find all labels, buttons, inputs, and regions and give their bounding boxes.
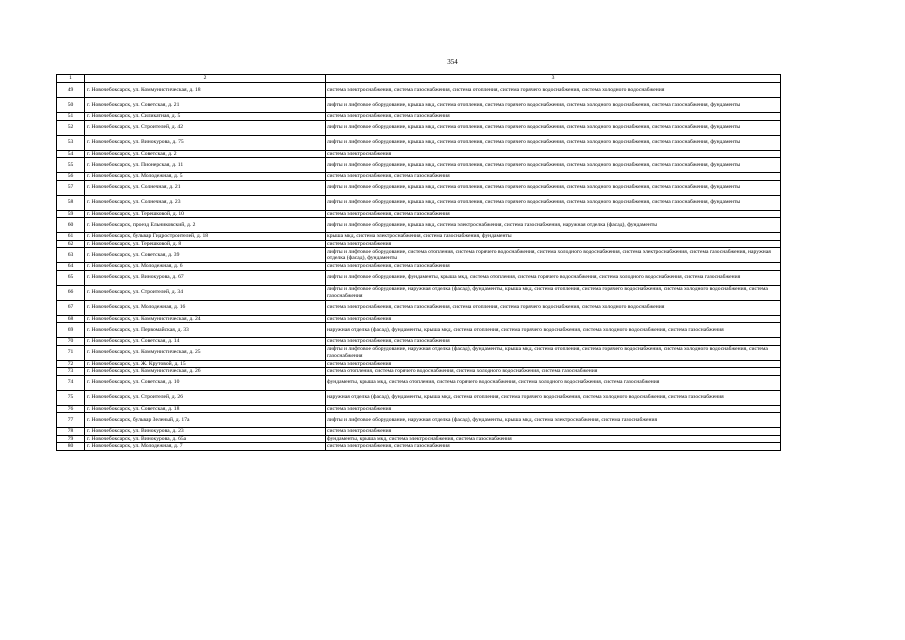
table-row: [57, 83, 781, 98]
row-systems: наружная отделка (фасад), фундаменты, крыша мкд, система отопления, система горячего водоснабжения, система холодного водоснабжения, система газоснабжения: [326, 390, 781, 405]
row-number: 69: [57, 323, 85, 338]
row-systems: система электроснабжения: [326, 360, 781, 368]
row-systems: лифты и лифтовое оборудование, наружная отделка (фасад), фундаменты, крыша мкд, система отопления, система горячего водоснабжения, система холодного водоснабжения, система газоснабжения: [326, 345, 781, 360]
table-row: [57, 113, 781, 121]
table-row: [57, 248, 781, 263]
row-address: г. Новочебоксарск, ул. Винокурова, д. 65а: [85, 435, 326, 443]
row-number: 60: [57, 218, 85, 233]
row-address: г. Новочебоксарск, ул. Коммунистическая, д. 24: [85, 315, 326, 323]
table-row: [57, 233, 781, 241]
page-number: 354: [447, 58, 458, 66]
row-number: 54: [57, 150, 85, 158]
row-systems: крыша мкд, система электроснабжения, система газоснабжения, фундаменты: [326, 233, 781, 241]
row-systems: фундаменты, крыша мкд, система отопления, система горячего водоснабжения, система холодного водоснабжения, система газоснабжения: [326, 375, 781, 390]
row-systems: система электроснабжения: [326, 240, 781, 248]
row-systems: лифты и лифтовое оборудование, крыша мкд, система отопления, система горячего водоснабжения, система холодного водоснабжения, система газоснабжения, фундаменты: [326, 98, 781, 113]
row-systems: система отопления, система горячего водоснабжения, система холодного водоснабжения, система газоснабжения: [326, 368, 781, 376]
row-number: 65: [57, 270, 85, 285]
row-address: г. Новочебоксарск, ул. Силикатная, д. 5: [85, 113, 326, 121]
row-number: 78: [57, 428, 85, 436]
row-address: г. Новочебоксарск, ул. Советская, д. 10: [85, 375, 326, 390]
row-number: 79: [57, 435, 85, 443]
row-number: 80: [57, 443, 85, 451]
row-address: г. Новочебоксарск, ул. Строителей, д. 42: [85, 120, 326, 135]
table-row: [57, 338, 781, 346]
table-row: [57, 135, 781, 150]
row-address: г. Новочебоксарск, ул. Винокурова, д. 23: [85, 428, 326, 436]
row-address: г. Новочебоксарск, бульвар Гидростроителей, д. 18: [85, 233, 326, 241]
row-address: г. Новочебоксарск, ул. Терешковой, д. 8: [85, 240, 326, 248]
row-systems: система электроснабжения, система газоснабжения, система отопления, система горячего водоснабжения, система холодного водоснабжения: [326, 83, 781, 98]
row-systems: система электроснабжения: [326, 428, 781, 436]
row-number: 73: [57, 368, 85, 376]
table-row: [57, 98, 781, 113]
row-number: 70: [57, 338, 85, 346]
row-address: г. Новочебоксарск, ул. Винокурова, д. 75: [85, 135, 326, 150]
row-systems: система электроснабжения, система газоснабжения: [326, 338, 781, 346]
row-address: г. Новочебоксарск, ул. Советская, д. 14: [85, 338, 326, 346]
row-number: 59: [57, 210, 85, 218]
row-address: г. Новочебоксарск, ул. Советская, д. 18: [85, 405, 326, 413]
row-address: г. Новочебоксарск, проезд Ельниковский, д. 2: [85, 218, 326, 233]
row-address: г. Новочебоксарск, ул. Коммунистическая, д. 18: [85, 83, 326, 98]
table-header: [57, 75, 781, 83]
table-row: [57, 285, 781, 300]
row-systems: лифты и лифтовое оборудование, крыша мкд, система электроснабжения, система газоснабжения, наружная отделка (фасад), фундаменты: [326, 218, 781, 233]
row-systems: система электроснабжения, система газоснабжения: [326, 210, 781, 218]
row-systems: фундаменты, крыша мкд, система электроснабжения, система газоснабжения: [326, 435, 781, 443]
row-systems: лифты и лифтовое оборудование, крыша мкд, система отопления, система горячего водоснабжения, система холодного водоснабжения, система газоснабжения, фундаменты: [326, 180, 781, 195]
row-address: г. Новочебоксарск, ул. Советская, д. 2: [85, 150, 326, 158]
row-systems: лифты и лифтовое оборудование, крыша мкд, система отопления, система горячего водоснабжения, система холодного водоснабжения, система газоснабжения, фундаменты: [326, 158, 781, 173]
table-row: [57, 150, 781, 158]
row-systems: система электроснабжения, система газоснабжения: [326, 263, 781, 271]
row-systems: система электроснабжения, система газоснабжения: [326, 113, 781, 121]
row-number: 51: [57, 113, 85, 121]
row-systems: лифты и лифтовое оборудование, крыша мкд, система отопления, система горячего водоснабжения, система холодного водоснабжения, система газоснабжения, фундаменты: [326, 120, 781, 135]
row-systems: система электроснабжения: [326, 150, 781, 158]
table-row: [57, 210, 781, 218]
table-row: [57, 173, 781, 181]
table-row: [57, 218, 781, 233]
table-row: [57, 158, 781, 173]
row-systems: наружная отделка (фасад), фундаменты, крыша мкд, система отопления, система горячего водоснабжения, система холодного водоснабжения, система газоснабжения: [326, 323, 781, 338]
header-col-2: 2: [85, 75, 326, 83]
row-address: г. Новочебоксарск, ул. Первомайская, д. 33: [85, 323, 326, 338]
row-number: 77: [57, 413, 85, 428]
row-number: 74: [57, 375, 85, 390]
row-systems: система электроснабжения, система газоснабжения, система отопления, система горячего водоснабжения, система холодного водоснабжения: [326, 300, 781, 315]
row-number: 57: [57, 180, 85, 195]
row-address: г. Новочебоксарск, ул. Молодежная, д. 7: [85, 443, 326, 451]
row-address: г. Новочебоксарск, ул. Ж. Крутовой, д. 15: [85, 360, 326, 368]
row-address: г. Новочебоксарск, ул. Молодежная, д. 16: [85, 300, 326, 315]
table-row: [57, 323, 781, 338]
table-body: [57, 83, 781, 451]
header-col-3: 3: [326, 75, 781, 83]
row-number: 55: [57, 158, 85, 173]
table-row: [57, 180, 781, 195]
row-address: г. Новочебоксарск, ул. Советская, д. 21: [85, 98, 326, 113]
table-row: [57, 120, 781, 135]
table-row: [57, 263, 781, 271]
row-systems: лифты и лифтовое оборудование, наружная отделка (фасад), фундаменты, крыша мкд, система отопления, система горячего водоснабжения, система холодного водоснабжения, система газоснабжения: [326, 285, 781, 300]
table-row: [57, 345, 781, 360]
row-number: 63: [57, 248, 85, 263]
table-row: [57, 375, 781, 390]
table-row: [57, 240, 781, 248]
table-row: [57, 315, 781, 323]
row-number: 58: [57, 195, 85, 210]
row-number: 71: [57, 345, 85, 360]
row-address: г. Новочебоксарск, ул. Молодежная, д. 5: [85, 173, 326, 181]
row-number: 76: [57, 405, 85, 413]
row-address: г. Новочебоксарск, ул. Терешковой, д. 10: [85, 210, 326, 218]
row-systems: система электроснабжения: [326, 315, 781, 323]
table-row: [57, 300, 781, 315]
row-address: г. Новочебоксарск, ул. Коммунистическая, д. 26: [85, 368, 326, 376]
row-address: г. Новочебоксарск, ул. Строителей, д. 34: [85, 285, 326, 300]
row-systems: система электроснабжения, система газоснабжения: [326, 173, 781, 181]
row-number: 61: [57, 233, 85, 241]
row-number: 53: [57, 135, 85, 150]
repair-table: [56, 74, 781, 451]
row-number: 75: [57, 390, 85, 405]
table-row: [57, 435, 781, 443]
row-systems: система электроснабжения, система газоснабжения: [326, 443, 781, 451]
table-row: [57, 360, 781, 368]
row-systems: лифты и лифтовое оборудование, крыша мкд, система отопления, система горячего водоснабжения, система холодного водоснабжения, система газоснабжения, фундаменты: [326, 135, 781, 150]
table-row: [57, 368, 781, 376]
header-col-1: 1: [57, 75, 85, 83]
row-address: г. Новочебоксарск, ул. Молодежная, д. 6: [85, 263, 326, 271]
table-row: [57, 270, 781, 285]
table-row: [57, 195, 781, 210]
row-address: г. Новочебоксарск, ул. Пионерская, д. 11: [85, 158, 326, 173]
row-systems: лифты и лифтовое оборудование, фундаменты, крыша мкд, система отопления, система горячего водоснабжения, система холодного водоснабжения, система газоснабжения: [326, 270, 781, 285]
row-number: 68: [57, 315, 85, 323]
table-row: [57, 428, 781, 436]
table-row: [57, 413, 781, 428]
row-number: 64: [57, 263, 85, 271]
row-address: г. Новочебоксарск, ул. Строителей, д. 26: [85, 390, 326, 405]
row-systems: лифты и лифтовое оборудование, система отопления, система горячего водоснабжения, система холодного водоснабжения, система электроснабжения, система газоснабжения, наружная отделка (фасад), фундаменты: [326, 248, 781, 263]
row-number: 56: [57, 173, 85, 181]
table-row: [57, 405, 781, 413]
row-number: 50: [57, 98, 85, 113]
row-systems: система электроснабжения: [326, 405, 781, 413]
row-number: 52: [57, 120, 85, 135]
row-systems: лифты и лифтовое оборудование, крыша мкд, система отопления, система горячего водоснабжения, система холодного водоснабжения, система газоснабжения, фундаменты: [326, 195, 781, 210]
row-address: г. Новочебоксарск, ул. Советская, д. 39: [85, 248, 326, 263]
row-address: г. Новочебоксарск, ул. Винокурова, д. 67: [85, 270, 326, 285]
row-address: г. Новочебоксарск, ул. Солнечная, д. 23: [85, 195, 326, 210]
row-address: г. Новочебоксарск, ул. Солнечная, д. 21: [85, 180, 326, 195]
row-number: 49: [57, 83, 85, 98]
table-row: [57, 443, 781, 451]
row-systems: лифты и лифтовое оборудование, наружная отделка (фасад), фундаменты, крыша мкд, система электроснабжения, система газоснабжения: [326, 413, 781, 428]
row-number: 67: [57, 300, 85, 315]
row-number: 72: [57, 360, 85, 368]
row-address: г. Новочебоксарск, ул. Коммунистическая, д. 25: [85, 345, 326, 360]
row-number: 66: [57, 285, 85, 300]
row-number: 62: [57, 240, 85, 248]
table-row: [57, 390, 781, 405]
row-address: г. Новочебоксарск, бульвар Зеленый, д. 17а: [85, 413, 326, 428]
